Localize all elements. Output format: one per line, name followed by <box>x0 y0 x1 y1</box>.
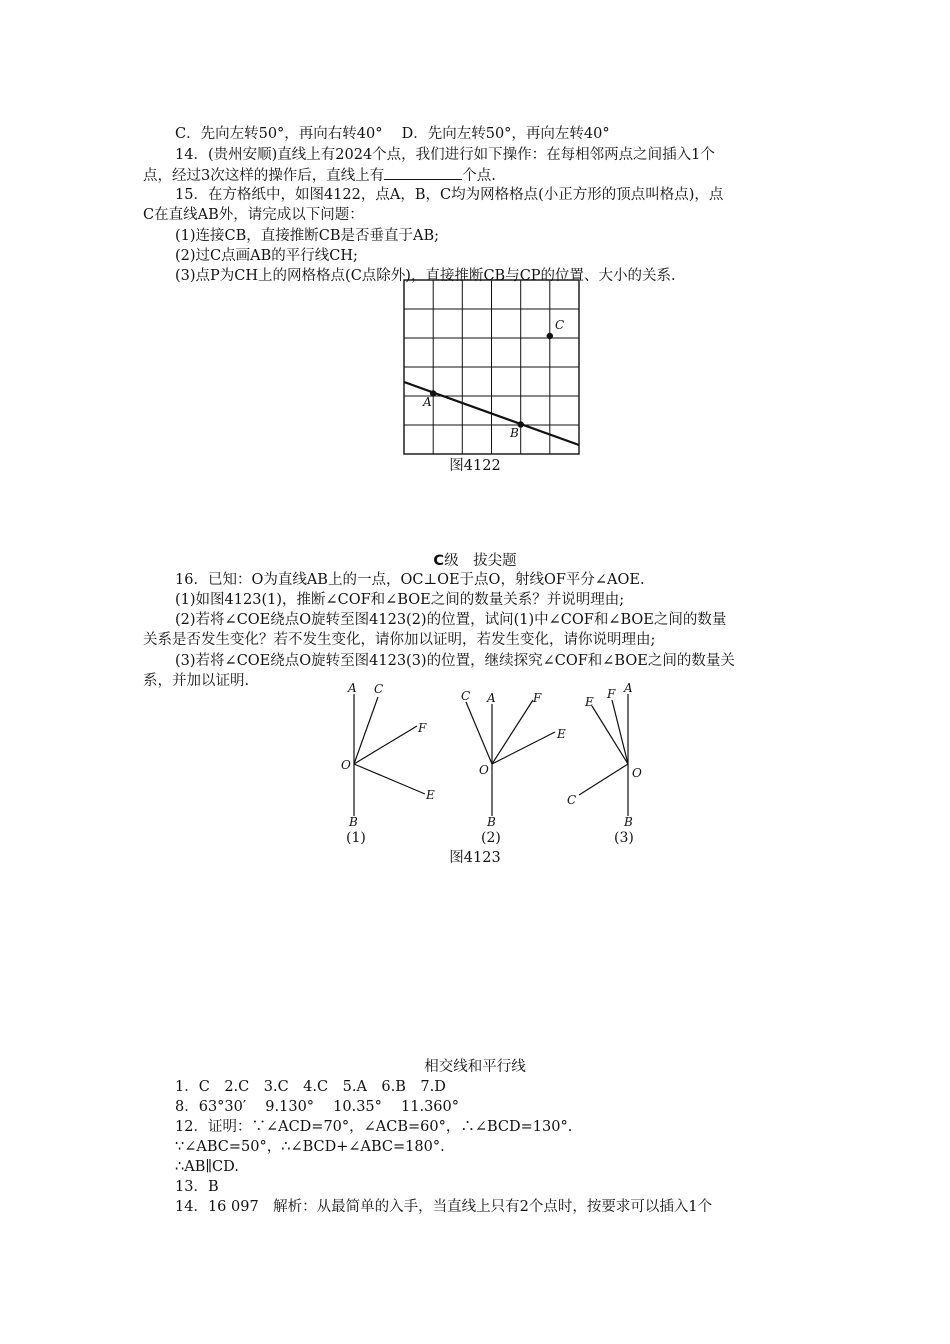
label-e: E <box>426 788 435 802</box>
answer-line-1: 1．C 2.C 3.C 4.C 5.A 6.B 7.D <box>175 1079 446 1095</box>
label-f: F <box>607 687 616 701</box>
answer-line-3: 12．证明：∵∠ACD=70°，∠ACB=60°，∴∠BCD=130°. <box>175 1119 573 1135</box>
figure-4123-sub2 <box>455 680 575 850</box>
label-b: B <box>624 815 633 829</box>
question-15-line1: 15．在方格纸中，如图4122，点A，B，C均为网格格点(小正方形的顶点叫格点)，点 <box>175 187 724 203</box>
question-14-text: 点，经过3次这样的操作后，直线上有 <box>143 168 385 184</box>
question-16-part1: (1)如图4123(1)，推断∠COF和∠BOE之间的数量关系？并说明理由; <box>175 592 625 608</box>
section-heading <box>0 551 950 571</box>
question-15-line2: C在直线AB外，请完成以下问题： <box>143 207 364 223</box>
answer-line-4: ∵∠ABC=50°，∴∠BCD+∠ABC=180°. <box>175 1139 445 1155</box>
question-16-part2-line2: 关系是否发生变化？若不发生变化，请你加以证明，若发生变化，请你说明理由; <box>143 632 656 648</box>
label-c: C <box>567 793 577 807</box>
label-o: O <box>632 766 642 780</box>
label-c: C <box>461 689 471 703</box>
question-14-line2 <box>143 165 496 186</box>
sub-caption-3: (3) <box>614 830 634 846</box>
figure-4123-sub1 <box>330 680 450 850</box>
option-line-cd: C．先向左转50°，再向右转40° D．先向左转50°，再向左转40° <box>175 126 610 142</box>
question-15-part2: (2)过C点画AB的平行线CH; <box>175 248 358 264</box>
answer-line-5: ∴AB∥CD. <box>175 1159 239 1175</box>
label-a: A <box>487 691 496 705</box>
label-b: B <box>487 815 496 829</box>
label-a: A <box>348 681 357 695</box>
label-b: B <box>510 426 519 440</box>
label-f: F <box>533 691 542 705</box>
point-c <box>547 333 553 339</box>
label-c: C <box>555 318 565 332</box>
label-f: F <box>418 721 427 735</box>
question-15-part1: (1)连接CB，直接推断CB是否垂直于AB; <box>175 228 440 244</box>
figure-4123-caption: 图4123 <box>449 850 501 866</box>
answer-line-2: 8．63°30′ 9.130° 10.35° 11.360° <box>175 1099 460 1115</box>
answer-line-6: 13．B <box>175 1179 219 1195</box>
question-14-suffix: 个点. <box>462 168 496 184</box>
label-e: E <box>557 727 566 741</box>
label-o: O <box>479 763 489 777</box>
figure-4122-caption: 图4122 <box>449 458 501 474</box>
question-16-part3-line2: 系，并加以证明. <box>143 673 250 689</box>
question-16-line1: 16．已知：O为直线AB上的一点，OC⊥OE于点O，射线OF平分∠AOE. <box>175 572 645 588</box>
figure-4123-sub3 <box>562 680 682 850</box>
question-15-part3: (3)点P为CH上的网格格点(C点除外)，直接推断CB与CP的位置、大小的关系. <box>175 268 676 284</box>
label-a: A <box>423 395 432 409</box>
sub-caption-2: (2) <box>481 830 501 846</box>
figure-4122-grid <box>400 276 585 456</box>
section-title: 级 拔尖题 <box>444 553 517 569</box>
section-level: C <box>433 553 445 569</box>
sub-caption-1: (1) <box>346 830 366 846</box>
question-14-line1: 14．(贵州安顺)直线上有2024个点，我们进行如下操作：在每相邻两点之间插入1个 <box>175 147 715 163</box>
question-16-part2-line1: (2)若将∠COE绕点O旋转至图4123(2)的位置，试问(1)中∠COF和∠BOE之间的数量 <box>175 612 727 628</box>
answer-blank <box>384 165 462 180</box>
answer-line-7: 14．16 097 解析：从最简单的入手，当直线上只有2个点时，按要求可以插入1个 <box>175 1199 713 1215</box>
label-o: O <box>341 758 351 772</box>
label-b: B <box>349 815 358 829</box>
answers-title: 相交线和平行线 <box>424 1059 526 1075</box>
label-e: E <box>585 695 594 709</box>
question-16-part3-line1: (3)若将∠COE绕点O旋转至图4123(3)的位置，继续探究∠COF和∠BOE之间的数量关 <box>175 653 735 669</box>
label-c: C <box>374 682 384 696</box>
label-a: A <box>624 681 633 695</box>
